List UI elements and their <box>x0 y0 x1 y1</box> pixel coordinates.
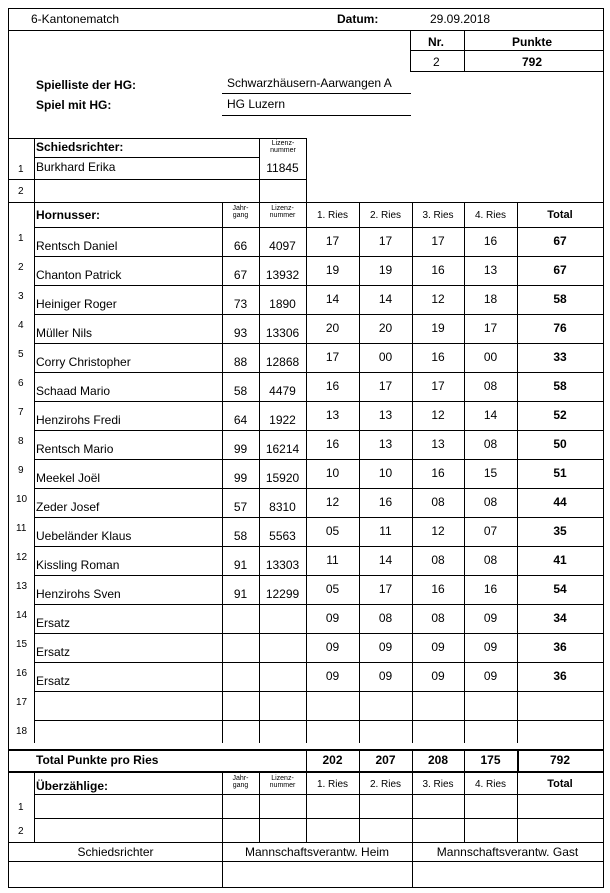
player-ries-4: 16 <box>483 582 498 596</box>
row-number: 17 <box>16 697 28 708</box>
divider <box>9 861 603 862</box>
lizenz-header-line: nummer <box>269 782 296 789</box>
jahrgang-header-line: gang <box>232 782 249 789</box>
schiedsrichter-lizenz: 11845 <box>266 161 299 175</box>
player-name: Müller Nils <box>36 326 93 340</box>
player-lizenz: 13303 <box>265 558 300 572</box>
player-lizenz: 8310 <box>269 500 296 514</box>
divider <box>9 179 306 180</box>
player-ries-2: 16 <box>378 495 393 509</box>
total-ries-1: 202 <box>322 753 343 767</box>
player-total: 35 <box>553 524 567 538</box>
row-number: 18 <box>16 726 28 737</box>
player-ries-3: 13 <box>431 437 445 451</box>
divider <box>259 773 260 843</box>
player-name: Rentsch Daniel <box>36 239 118 253</box>
player-jahrgang: 91 <box>233 587 248 601</box>
ries-1-header: 1. Ries <box>316 210 349 221</box>
player-ries-3: 09 <box>431 669 445 683</box>
signature-label-gast: Mannschaftsverantw. Gast <box>436 845 579 859</box>
player-total: 67 <box>553 234 567 248</box>
player-ries-4: 08 <box>483 437 498 451</box>
player-ries-1: 12 <box>325 495 340 509</box>
lizenz-header: Lizenz- nummer <box>270 140 296 154</box>
datum-value: 29.09.2018 <box>430 12 491 26</box>
player-ries-1: 17 <box>325 234 340 248</box>
player-jahrgang: 66 <box>233 239 248 253</box>
player-ries-3: 09 <box>431 640 445 654</box>
player-ries-4: 15 <box>483 466 498 480</box>
player-ries-3: 16 <box>431 263 445 277</box>
player-name: Chanton Patrick <box>36 268 122 282</box>
punkte-label: Punkte <box>512 35 553 49</box>
player-jahrgang: 73 <box>233 297 248 311</box>
nr-value: 2 <box>433 55 440 69</box>
divider <box>464 773 465 843</box>
lizenz-header-line: nummer <box>269 212 296 219</box>
datum-label: Datum: <box>337 12 379 26</box>
player-name: Schaad Mario <box>36 384 111 398</box>
divider <box>412 773 413 843</box>
player-ries-1: 13 <box>325 408 340 422</box>
row-number: 7 <box>18 407 24 418</box>
row-number: 1 <box>18 802 24 813</box>
player-lizenz: 4479 <box>269 384 296 398</box>
divider <box>34 794 603 795</box>
player-total: 67 <box>553 263 567 277</box>
player-name: Ersatz <box>36 616 71 630</box>
player-ries-4: 08 <box>483 495 498 509</box>
row-number: 14 <box>16 610 28 621</box>
player-ries-1: 05 <box>325 582 340 596</box>
row-number: 2 <box>18 186 24 197</box>
match-title: 6-Kantonematch <box>31 12 120 26</box>
schiedsrichter-label: Schiedsrichter: <box>36 140 124 154</box>
player-ries-2: 20 <box>378 321 393 335</box>
total-ries-3: 208 <box>427 753 449 767</box>
totals-label: Total Punkte pro Ries <box>36 753 159 767</box>
player-jahrgang: 91 <box>233 558 248 572</box>
row-number: 15 <box>16 639 28 650</box>
player-ries-1: 19 <box>325 263 340 277</box>
divider <box>9 202 603 203</box>
player-ries-3: 16 <box>431 582 445 596</box>
jahrgang-header <box>222 775 259 789</box>
row-number: 4 <box>18 320 24 331</box>
player-name: Henzirohs Sven <box>36 587 121 601</box>
divider <box>34 662 603 663</box>
player-lizenz: 5563 <box>269 529 296 543</box>
player-lizenz: 13306 <box>265 326 300 340</box>
player-ries-1: 05 <box>325 524 340 538</box>
divider <box>34 818 603 819</box>
signature-label-heim: Mannschaftsverantw. Heim <box>244 845 390 859</box>
player-name: Meekel Joël <box>36 471 101 485</box>
player-total: 41 <box>553 553 567 567</box>
player-ries-4: 09 <box>483 611 498 625</box>
divider <box>410 71 603 72</box>
player-ries-3: 17 <box>431 379 445 393</box>
divider <box>34 604 603 605</box>
jahrgang-header <box>222 205 259 219</box>
row-number: 9 <box>18 465 24 476</box>
spiel-mit-label: Spiel mit HG: <box>36 98 112 112</box>
divider <box>34 256 603 257</box>
player-lizenz: 13932 <box>265 268 300 282</box>
ries-2-header: 2. Ries <box>369 210 402 221</box>
divider <box>34 546 603 547</box>
row-number: 2 <box>18 262 24 273</box>
divider <box>222 773 223 843</box>
player-total: 36 <box>553 669 567 683</box>
divider <box>9 842 603 843</box>
player-ries-1: 09 <box>325 669 340 683</box>
divider <box>306 773 307 843</box>
player-name: Kissling Roman <box>36 558 120 572</box>
divider <box>34 314 603 315</box>
row-number: 3 <box>18 291 24 302</box>
player-ries-2: 08 <box>378 611 393 625</box>
player-total: 36 <box>553 640 567 654</box>
player-ries-1: 14 <box>325 292 340 306</box>
player-ries-4: 16 <box>483 234 498 248</box>
player-ries-1: 10 <box>325 466 340 480</box>
jahrgang-header-line: gang <box>232 212 249 219</box>
player-total: 76 <box>553 321 567 335</box>
player-ries-3: 12 <box>431 408 445 422</box>
divider <box>34 138 35 743</box>
divider <box>517 773 518 843</box>
ries-1-header: 1. Ries <box>316 779 349 790</box>
player-ries-1: 09 <box>325 611 340 625</box>
player-ries-3: 16 <box>431 466 445 480</box>
player-ries-2: 14 <box>378 553 393 567</box>
divider <box>9 30 603 31</box>
player-jahrgang: 58 <box>233 529 248 543</box>
jahrgang-header-line: Jahr- <box>232 205 249 212</box>
player-jahrgang: 64 <box>233 413 248 427</box>
divider <box>34 720 603 721</box>
ries-4-header: 4. Ries <box>474 210 507 221</box>
ries-3-header: 3. Ries <box>422 210 454 221</box>
row-number: 2 <box>18 826 24 837</box>
player-total: 51 <box>553 466 567 480</box>
player-ries-4: 14 <box>483 408 498 422</box>
player-name: Zeder Josef <box>36 500 100 514</box>
divider <box>34 372 603 373</box>
player-lizenz: 12868 <box>265 355 300 369</box>
player-ries-1: 09 <box>325 640 340 654</box>
player-ries-4: 17 <box>483 321 498 335</box>
player-ries-2: 10 <box>378 466 393 480</box>
player-total: 44 <box>553 495 567 509</box>
player-lizenz: 4097 <box>269 239 296 253</box>
player-ries-2: 09 <box>378 669 393 683</box>
player-jahrgang: 99 <box>233 471 248 485</box>
spiel-mit-value: HG Luzern <box>227 97 286 111</box>
divider <box>34 401 603 402</box>
divider <box>34 157 259 158</box>
lizenz-header <box>259 205 306 219</box>
divider <box>34 488 603 489</box>
total-ries-4: 175 <box>480 753 501 767</box>
row-number: 5 <box>18 349 24 360</box>
player-ries-3: 19 <box>431 321 445 335</box>
player-ries-4: 07 <box>483 524 498 538</box>
player-lizenz: 16214 <box>265 442 300 456</box>
player-total: 50 <box>553 437 567 451</box>
divider <box>34 459 603 460</box>
player-total: 34 <box>553 611 567 625</box>
divider <box>222 843 223 887</box>
divider <box>359 773 360 843</box>
hornusser-label: Hornusser: <box>36 208 101 222</box>
divider <box>410 50 603 51</box>
row-number: 13 <box>16 581 28 592</box>
player-ries-4: 13 <box>483 263 498 277</box>
player-total: 33 <box>553 350 567 364</box>
punkte-value: 792 <box>522 55 543 69</box>
player-total: 58 <box>553 379 567 393</box>
player-lizenz: 1922 <box>269 413 296 427</box>
player-ries-2: 13 <box>378 408 393 422</box>
divider <box>34 773 35 843</box>
row-number: 1 <box>18 164 24 175</box>
divider <box>34 430 603 431</box>
player-ries-3: 08 <box>431 553 445 567</box>
player-ries-4: 09 <box>483 669 498 683</box>
nr-label: Nr. <box>428 35 445 49</box>
divider <box>34 633 603 634</box>
spielliste-value: Schwarzhäusern-Aarwangen A <box>227 76 392 90</box>
lizenz-header-line: Lizenz- <box>271 775 294 782</box>
player-ries-2: 09 <box>378 640 393 654</box>
player-ries-3: 12 <box>431 524 445 538</box>
player-ries-1: 16 <box>325 437 340 451</box>
jahrgang-header-line: Jahr- <box>232 775 249 782</box>
divider <box>34 285 603 286</box>
total-ries-2: 207 <box>375 753 396 767</box>
player-name: Uebeländer Klaus <box>36 529 132 543</box>
total-header: Total <box>547 778 573 790</box>
player-ries-2: 19 <box>378 263 393 277</box>
divider <box>9 138 306 139</box>
player-ries-2: 13 <box>378 437 393 451</box>
lizenz-header-line: Lizenz- <box>271 205 294 212</box>
spielliste-label: Spielliste der HG: <box>36 78 137 92</box>
row-number: 1 <box>18 233 24 244</box>
row-number: 10 <box>16 494 28 505</box>
player-lizenz: 15920 <box>265 471 300 485</box>
player-ries-3: 16 <box>431 350 445 364</box>
row-number: 6 <box>18 378 24 389</box>
player-name: Heiniger Roger <box>36 297 117 311</box>
divider <box>412 843 413 887</box>
row-number: 8 <box>18 436 24 447</box>
ries-3-header: 3. Ries <box>422 779 454 790</box>
player-total: 54 <box>553 582 567 596</box>
row-number: 16 <box>16 668 28 679</box>
row-number: 11 <box>16 523 27 534</box>
player-ries-3: 08 <box>431 495 445 509</box>
divider <box>34 343 603 344</box>
divider <box>34 517 603 518</box>
divider <box>34 691 603 692</box>
player-ries-4: 18 <box>483 292 498 306</box>
player-ries-2: 17 <box>378 234 393 248</box>
player-name: Corry Christopher <box>36 355 131 369</box>
total-header: Total <box>547 209 573 221</box>
player-name: Henzirohs Fredi <box>36 413 121 427</box>
player-lizenz: 12299 <box>265 587 300 601</box>
player-ries-2: 17 <box>378 379 393 393</box>
player-total: 52 <box>553 408 567 422</box>
player-total: 58 <box>553 292 567 306</box>
player-ries-2: 14 <box>378 292 393 306</box>
player-name: Ersatz <box>36 674 71 688</box>
ueberzaehlige-label: Überzählige: <box>36 779 109 793</box>
grand-total: 792 <box>549 753 571 767</box>
ries-4-header: 4. Ries <box>474 779 507 790</box>
player-lizenz: 1890 <box>269 297 296 311</box>
player-ries-4: 08 <box>483 379 498 393</box>
player-ries-4: 08 <box>483 553 498 567</box>
ries-2-header: 2. Ries <box>369 779 402 790</box>
player-jahrgang: 67 <box>233 268 248 282</box>
lizenz-header <box>259 775 306 789</box>
player-jahrgang: 58 <box>233 384 248 398</box>
player-name: Ersatz <box>36 645 71 659</box>
player-ries-1: 20 <box>325 321 340 335</box>
divider <box>222 115 411 116</box>
score-sheet <box>8 8 604 888</box>
player-ries-1: 17 <box>325 350 340 364</box>
signature-label-schiedsrichter: Schiedsrichter <box>77 845 154 859</box>
player-jahrgang: 93 <box>233 326 248 340</box>
player-ries-1: 16 <box>325 379 340 393</box>
divider <box>222 93 411 94</box>
player-ries-3: 12 <box>431 292 445 306</box>
player-ries-1: 11 <box>326 553 339 567</box>
player-jahrgang: 57 <box>233 500 248 514</box>
player-ries-3: 08 <box>431 611 445 625</box>
row-number: 12 <box>16 552 28 563</box>
player-ries-4: 00 <box>483 350 498 364</box>
player-ries-3: 17 <box>431 234 445 248</box>
player-ries-2: 11 <box>379 524 392 538</box>
divider <box>34 575 603 576</box>
player-jahrgang: 99 <box>233 442 248 456</box>
player-ries-2: 00 <box>378 350 393 364</box>
divider <box>34 227 603 228</box>
player-ries-4: 09 <box>483 640 498 654</box>
player-jahrgang: 88 <box>233 355 248 369</box>
schiedsrichter-name: Burkhard Erika <box>36 160 116 174</box>
player-ries-2: 17 <box>378 582 393 596</box>
player-name: Rentsch Mario <box>36 442 114 456</box>
